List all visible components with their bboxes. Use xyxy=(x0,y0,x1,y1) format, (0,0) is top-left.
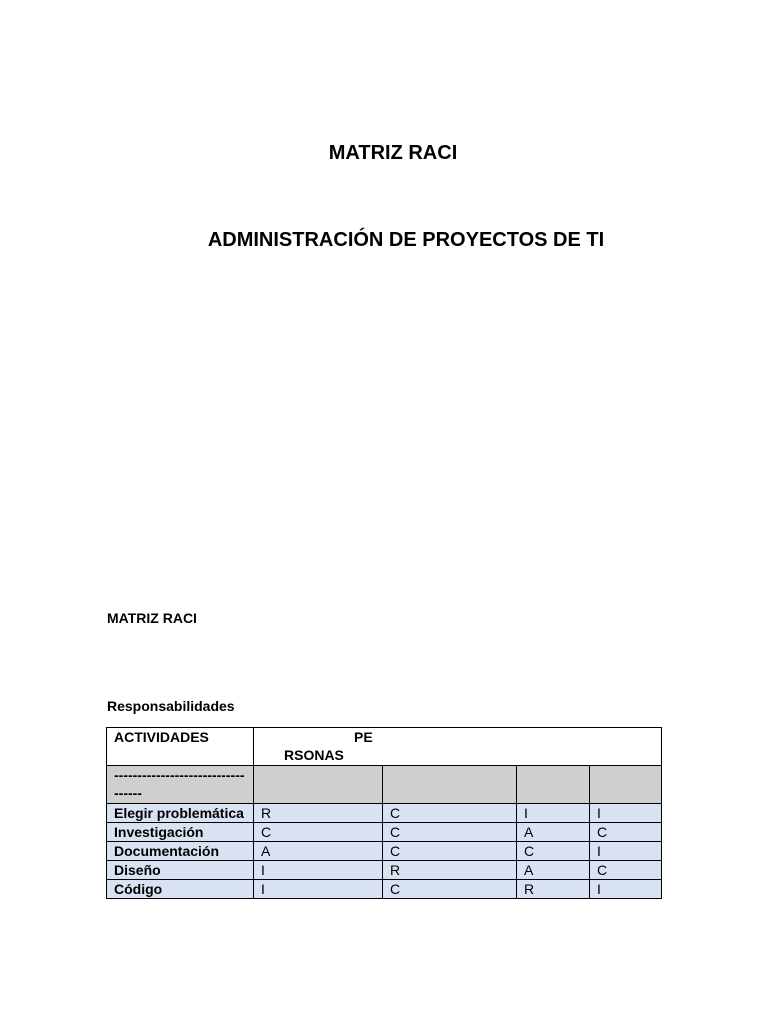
raci-cell: C xyxy=(590,861,662,880)
raci-cell: A xyxy=(254,842,383,861)
activity-cell: Documentación xyxy=(107,842,254,861)
raci-cell: A xyxy=(517,823,590,842)
document-subtitle: ADMINISTRACIÓN DE PROYECTOS DE TI xyxy=(207,229,605,251)
raci-cell: I xyxy=(254,880,383,899)
person-1-header xyxy=(254,766,383,804)
raci-cell: I xyxy=(517,804,590,823)
raci-table xyxy=(106,727,662,899)
people-header-line2: RSONAS xyxy=(284,747,344,763)
table-row xyxy=(107,880,662,899)
raci-cell: I xyxy=(590,804,662,823)
raci-cell: R xyxy=(517,880,590,899)
raci-cell: I xyxy=(590,842,662,861)
raci-cell: C xyxy=(383,823,517,842)
raci-cell: C xyxy=(517,842,590,861)
table-row xyxy=(107,861,662,880)
activity-cell: Elegir problemática xyxy=(107,804,254,823)
table-row xyxy=(107,842,662,861)
table-row xyxy=(107,804,662,823)
raci-cell: I xyxy=(590,880,662,899)
table-header-row xyxy=(107,728,662,766)
separator-row xyxy=(107,766,662,804)
person-2-header xyxy=(383,766,517,804)
table-caption: Responsabilidades xyxy=(107,698,235,714)
raci-cell: I xyxy=(254,861,383,880)
raci-cell: C xyxy=(254,823,383,842)
raci-cell: R xyxy=(254,804,383,823)
separator-cell xyxy=(107,766,254,804)
raci-cell: A xyxy=(517,861,590,880)
separator-text: ---------------------------------- xyxy=(114,767,245,801)
raci-cell: C xyxy=(590,823,662,842)
activity-cell: Código xyxy=(107,880,254,899)
activity-cell: Investigación xyxy=(107,823,254,842)
activities-header: ACTIVIDADES xyxy=(107,728,254,766)
raci-cell: C xyxy=(383,880,517,899)
table-row xyxy=(107,823,662,842)
section-heading: MATRIZ RACI xyxy=(107,610,197,626)
raci-cell: R xyxy=(383,861,517,880)
document-title: MATRIZ RACI xyxy=(328,142,458,164)
person-4-header xyxy=(590,766,662,804)
people-header xyxy=(254,728,662,766)
people-header-line1: PE xyxy=(354,729,373,745)
person-3-header xyxy=(517,766,590,804)
raci-cell: C xyxy=(383,804,517,823)
raci-cell: C xyxy=(383,842,517,861)
activity-cell: Diseño xyxy=(107,861,254,880)
